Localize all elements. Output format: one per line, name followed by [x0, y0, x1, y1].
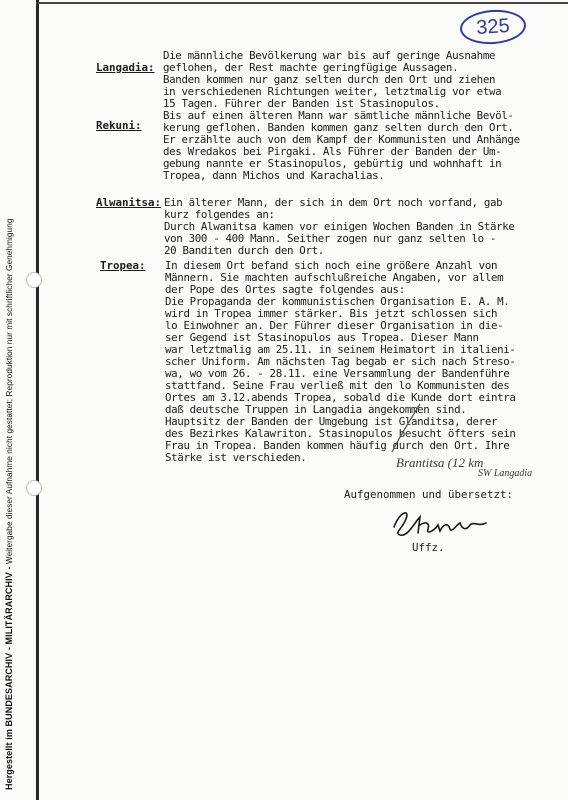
handwritten-note-line1: Brantitsa (12 km: [396, 455, 484, 470]
section-label-langadia: Langadia:: [96, 61, 155, 74]
text-line: des Wredakos bei Pirgaki. Als Führer der Banden der Um-: [163, 145, 502, 158]
signature-drawing: [390, 505, 490, 539]
text-line: von 300 - 400 Mann. Seither zogen nur ganz selten lo -: [164, 232, 497, 245]
archive-stamp-prefix: Hergestellt im BUNDESARCHIV - MILITÄRARCHIV -: [4, 566, 14, 790]
text-line: ser Gegend ist Stasinopulos aus Tropea. Dieser Mann: [165, 331, 479, 344]
page-edge-rule: [36, 0, 39, 800]
section-label-rekuni: Rekuni:: [96, 119, 142, 132]
text-line: Ortes am 3.12.abends Tropea, sobald die Kunde dort eintra: [165, 391, 516, 404]
text-line: kerung geflohen. Banden kommen ganz selten durch den Ort.: [163, 121, 514, 134]
text-line: Er erzählte auch von dem Kampf der Kommunisten und Anhänge: [163, 133, 520, 146]
text-line: wird in Tropea immer stärker. Bis jetzt schlossen sich: [165, 307, 498, 320]
text-line: geflohen, der Rest machte geringfügige Aussagen.: [163, 61, 459, 74]
text-line: In diesem Ort befand sich noch eine größere Anzahl von: [165, 259, 498, 272]
text-line: 15 Tagen. Führer der Banden ist Stasinopulos.: [163, 97, 440, 110]
text-line: 20 Banditen durch den Ort.: [164, 244, 324, 257]
archive-stamp: [4, 0, 14, 790]
text-line: Banden kommen nur ganz selten durch den Ort und ziehen: [163, 73, 496, 86]
text-line: des Bezirkes Kalawriton. Stasinopulos besucht öfters sein: [165, 427, 516, 440]
text-line: der Pope des Ortes sagte folgendes aus:: [165, 283, 405, 296]
text-line: Ein älterer Mann, der sich in dem Ort noch vorfand, gab: [164, 196, 503, 209]
punch-hole: [26, 480, 42, 496]
punch-hole: [26, 272, 42, 288]
text-line: war letztmalig am 25.11. in seinem Heimatort in italieni-: [165, 343, 516, 356]
annotation-pointer-line: [380, 400, 440, 460]
section-label-tropea: Tropea:: [100, 259, 146, 272]
text-line: gebung nannte er Stasinopulos, gebürtig und wohnhaft in: [163, 157, 502, 170]
text-line: Hauptsitz der Banden der Umgebung ist Glanditsa, derer: [165, 415, 498, 428]
text-line: kurz folgendes an:: [164, 208, 275, 221]
archive-stamp-rest: Weitergabe dieser Aufnahme nicht gestattet; Reproduktion nur mit schriftlicher Genehmigung: [5, 218, 14, 565]
handwritten-signature: [390, 505, 490, 543]
text-line: stattfand. Seine Frau verließ mit den lo Kommunisten des: [165, 379, 510, 392]
text-line: Frau in Tropea. Banden kommen häufig durch den Ort. Ihre: [165, 439, 510, 452]
text-line: Männern. Sie machten aufschlußreiche Angaben, vor allem: [165, 271, 504, 284]
text-line: Durch Alwanitsa kamen vor einigen Wochen Banden in Stärke: [164, 220, 515, 233]
text-line: in verschiedenen Richtungen weiter, letztmalig vor etwa: [163, 85, 502, 98]
text-line: Bis auf einen älteren Mann war sämtliche männliche Bevöl-: [163, 109, 514, 122]
text-line: wa, wo vom 26. - 28.11. eine Versammlung der Bandenführe: [165, 367, 510, 380]
text-line: daß deutsche Truppen in Langadia angekommen sind.: [165, 403, 467, 416]
closing-text: Aufgenommen und übersetzt:: [344, 488, 514, 501]
page-top-rule: [36, 2, 568, 4]
page-number-stamp: 325: [459, 8, 527, 47]
text-line: Die männliche Bevölkerung war bis auf geringe Ausnahme: [163, 49, 496, 62]
text-line: scher Uniform. Am nächsten Tag begab er sich nach Streso-: [165, 355, 516, 368]
text-line: Tropea, dann Michos und Karachalias.: [163, 169, 385, 182]
section-label-alwanitsa: Alwanitsa:: [96, 196, 162, 209]
handwritten-note-line2: SW Langadia: [478, 468, 533, 479]
text-line: Stärke ist verschieden.: [165, 451, 307, 464]
text-line: Die Propaganda der kommunistischen Organisation E. A. M.: [165, 295, 510, 308]
text-line: lo Einwohner an. Der Führer dieser Organisation in die-: [165, 319, 504, 332]
rank-label: Uffz.: [412, 541, 445, 554]
